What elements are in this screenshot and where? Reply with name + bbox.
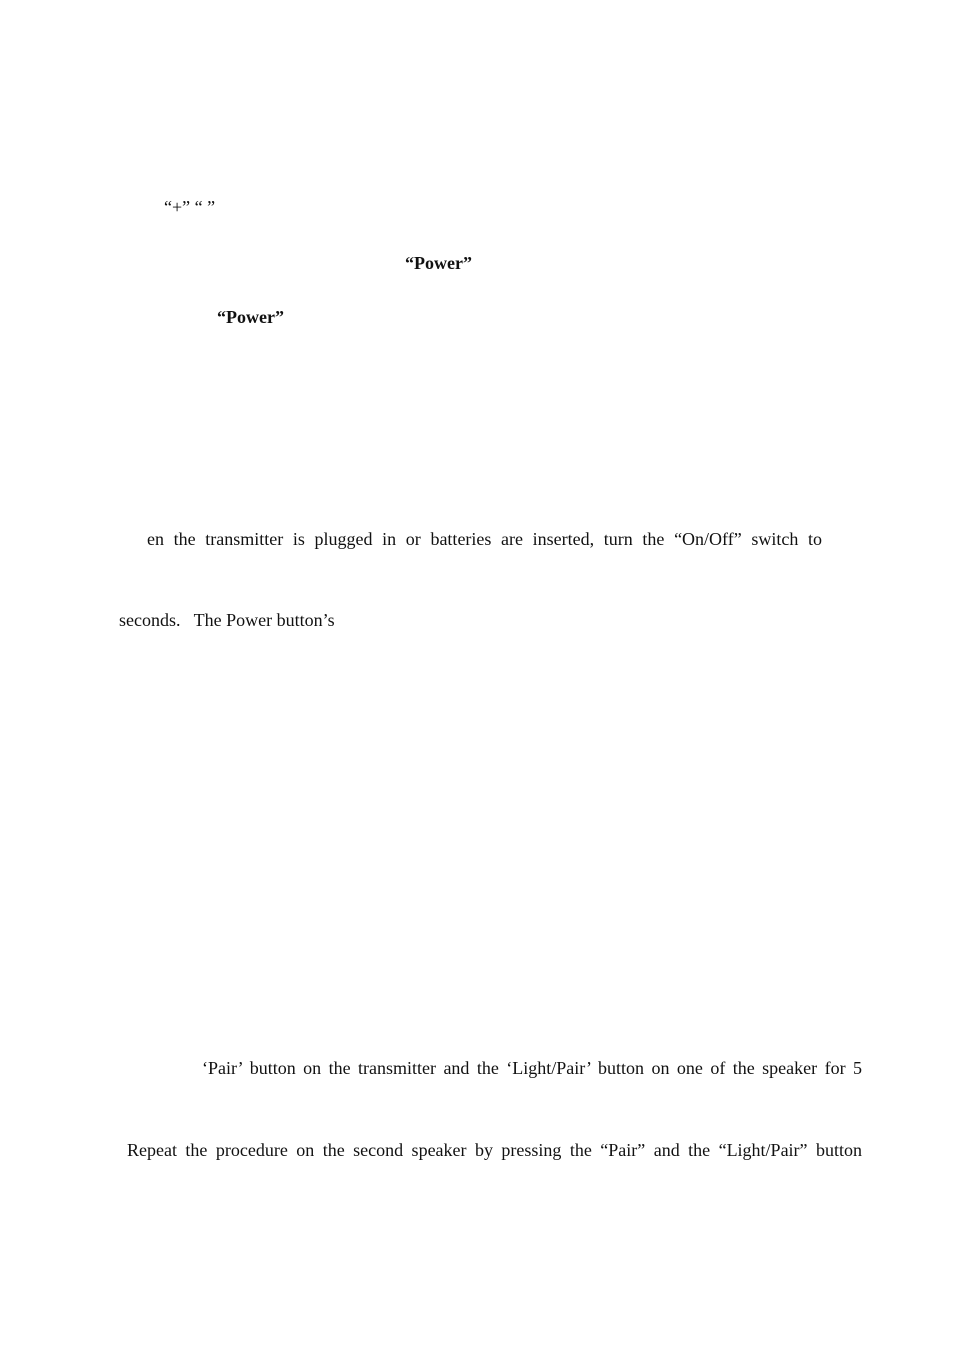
quote-marks-text: “+” “ ” (164, 197, 216, 217)
repeat-line: Repeat the procedure on the second speaker by pressing the “Pair” and the “Light/Pair” button (127, 1140, 862, 1160)
power-label-1: “Power” (405, 253, 472, 273)
power-label-2: “Power” (217, 307, 284, 327)
pair-line: ‘Pair’ button on the transmitter and the ‘Light/Pair’ button on one of the speaker for 5 (202, 1058, 862, 1078)
seconds-line: seconds. The Power button’s (119, 610, 335, 630)
transmitter-line: en the transmitter is plugged in or batteries are inserted, turn the “On/Off” switch to (147, 529, 822, 549)
